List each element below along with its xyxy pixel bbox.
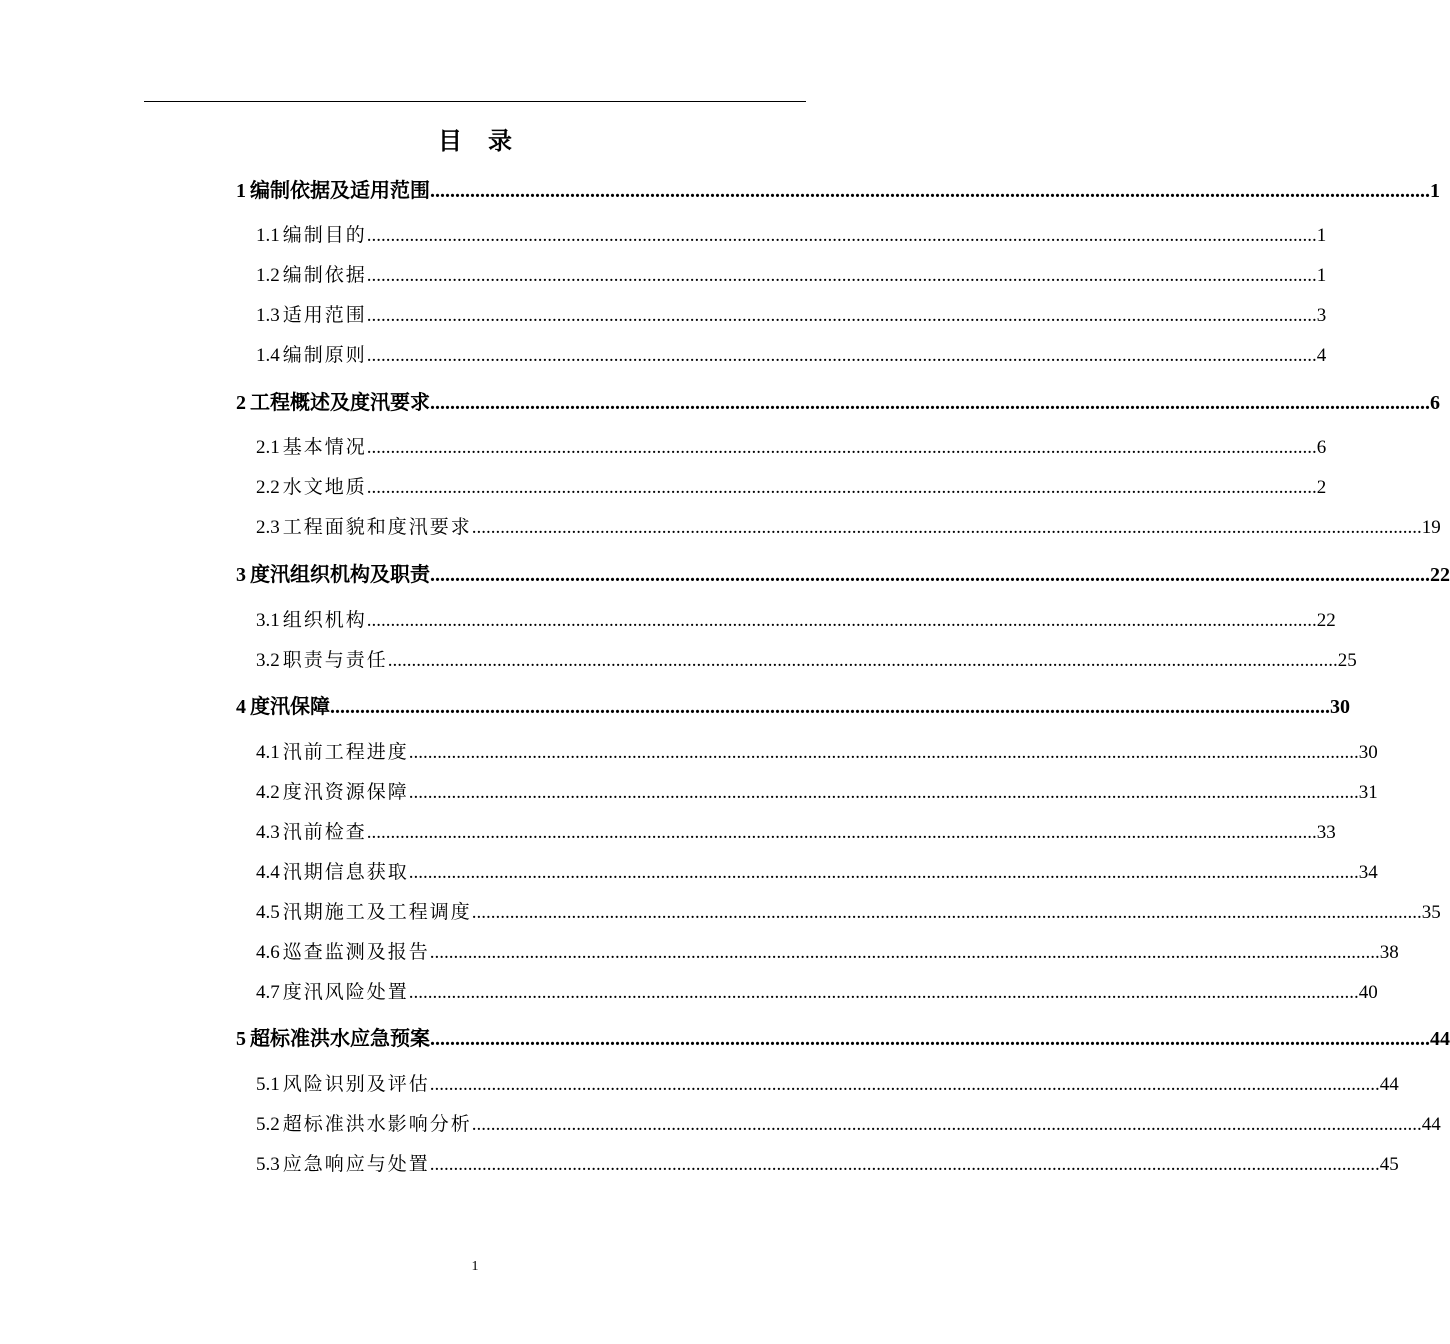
toc-entry[interactable] [256, 860, 1378, 886]
toc-entry-text: 组织机构 [282, 610, 367, 631]
toc-entry-page: 25 [1337, 650, 1357, 671]
toc-entry-number: 3.2 [256, 650, 280, 671]
toc-entry-text: 度汛资源保障 [282, 782, 409, 803]
toc-leader-dots: ........................................................................................................................................................................................................ [471, 902, 1422, 923]
toc-entry-page: 40 [1358, 982, 1378, 1003]
toc-entry-number: 1.4 [256, 345, 280, 366]
toc-entry[interactable] [256, 980, 1378, 1006]
toc-leader-dots: ........................................................................................................................................................................................................ [471, 517, 1422, 538]
toc-entry-number: 2.1 [256, 437, 280, 458]
toc-leader-dots: ........................................................................................................................................................................................................ [430, 1028, 1430, 1050]
toc-entry-text: 巡查监测及报告 [282, 942, 430, 963]
toc-entry-text: 职责与责任 [282, 650, 388, 671]
toc-entry-page: 38 [1379, 942, 1399, 963]
toc-entry[interactable] [256, 780, 1378, 806]
toc-entry-number: 5 [236, 1028, 246, 1050]
toc-entry-number: 1.3 [256, 305, 280, 326]
toc-entry[interactable] [256, 1152, 1399, 1178]
toc-entry-page: 31 [1358, 782, 1378, 803]
toc-leader-dots: ........................................................................................................................................................................................................ [471, 1114, 1422, 1135]
toc-entry-page: 44 [1379, 1074, 1399, 1095]
toc-entry-page: 22 [1316, 610, 1336, 631]
toc-entry-text: 应急响应与处置 [282, 1154, 430, 1175]
toc-entry-text: 编制原则 [282, 345, 367, 366]
toc-leader-dots: ........................................................................................................................................................................................................ [366, 477, 1317, 498]
toc-leader-dots: ........................................................................................................................................................................................................ [430, 180, 1430, 202]
toc-entry-page: 1 [1316, 265, 1327, 286]
toc-entry-text: 基本情况 [282, 437, 367, 458]
toc-entry-number: 3 [236, 564, 246, 586]
toc-leader-dots: ........................................................................................................................................................................................................ [408, 782, 1359, 803]
toc-entry[interactable] [236, 1026, 1450, 1052]
toc-leader-dots: ........................................................................................................................................................................................................ [387, 650, 1338, 671]
toc-entry-page: 4 [1316, 345, 1327, 366]
toc-entry-number: 1.2 [256, 265, 280, 286]
toc-entry[interactable] [256, 1072, 1399, 1098]
toc-entry-number: 4.6 [256, 942, 280, 963]
toc-entry[interactable] [256, 940, 1399, 966]
toc-entry-page: 30 [1330, 696, 1350, 718]
toc-entry-page: 33 [1316, 822, 1336, 843]
toc-entry-page: 45 [1379, 1154, 1399, 1175]
toc-entry-number: 2.3 [256, 517, 280, 538]
toc-entry[interactable] [256, 343, 1327, 369]
toc-entry-number: 4.5 [256, 902, 280, 923]
toc-entry[interactable] [236, 178, 1440, 204]
toc-entry-number: 1 [236, 180, 246, 202]
toc-entry-page: 44 [1430, 1028, 1450, 1050]
toc-entry-text: 工程面貌和度汛要求 [282, 517, 472, 538]
toc-entry-page: 1 [1430, 180, 1440, 202]
toc-entry-text: 风险识别及评估 [282, 1074, 430, 1095]
toc-entry-text: 超标准洪水应急预案 [250, 1028, 430, 1050]
toc-entry[interactable] [256, 608, 1336, 634]
toc-entry-page: 2 [1316, 477, 1327, 498]
toc-entry-number: 4.4 [256, 862, 280, 883]
toc-entry-page: 1 [1316, 225, 1327, 246]
toc-leader-dots: ........................................................................................................................................................................................................ [330, 696, 1330, 718]
toc-entry[interactable] [256, 900, 1441, 926]
toc-entry-text: 编制依据及适用范围 [250, 180, 430, 202]
toc-entry-page: 34 [1358, 862, 1378, 883]
toc-entry-page: 6 [1430, 392, 1440, 414]
toc-entry-text: 度汛组织机构及职责 [250, 564, 430, 586]
toc-entry[interactable] [256, 223, 1327, 249]
toc-entry-page: 22 [1430, 564, 1450, 586]
toc-entry-text: 汛前工程进度 [282, 742, 409, 763]
toc-leader-dots: ........................................................................................................................................................................................................ [408, 742, 1359, 763]
toc-entry-number: 5.1 [256, 1074, 280, 1095]
toc-leader-dots: ........................................................................................................................................................................................................ [408, 862, 1359, 883]
toc-leader-dots: ........................................................................................................................................................................................................ [429, 1074, 1380, 1095]
toc-entry-text: 度汛保障 [250, 696, 330, 718]
toc-entry-number: 5.2 [256, 1114, 280, 1135]
toc-leader-dots: ........................................................................................................................................................................................................ [430, 564, 1430, 586]
toc-entry-page: 6 [1316, 437, 1327, 458]
toc-leader-dots: ........................................................................................................................................................................................................ [366, 437, 1317, 458]
toc-entry[interactable] [256, 1112, 1441, 1138]
toc-entry-page: 30 [1358, 742, 1378, 763]
toc-title: 目录 [438, 129, 538, 155]
toc-entry[interactable] [236, 694, 1350, 720]
toc-entry-text: 工程概述及度汛要求 [250, 392, 430, 414]
toc-entry-number: 2 [236, 392, 246, 414]
toc-leader-dots: ........................................................................................................................................................................................................ [366, 822, 1317, 843]
toc-entry-number: 5.3 [256, 1154, 280, 1175]
toc-leader-dots: ........................................................................................................................................................................................................ [366, 345, 1317, 366]
toc-entry-text: 超标准洪水影响分析 [282, 1114, 472, 1135]
toc-entry[interactable] [256, 820, 1336, 846]
toc-entry-text: 编制目的 [282, 225, 367, 246]
toc-entry-page: 44 [1421, 1114, 1441, 1135]
toc-leader-dots: ........................................................................................................................................................................................................ [366, 265, 1317, 286]
toc-entry-number: 2.2 [256, 477, 280, 498]
toc-entry-text: 汛期信息获取 [282, 862, 409, 883]
toc-leader-dots: ........................................................................................................................................................................................................ [429, 1154, 1380, 1175]
toc-entry[interactable] [256, 475, 1327, 501]
toc-entry[interactable] [256, 515, 1441, 541]
page-number: 1 [471, 1259, 479, 1274]
toc-leader-dots: ........................................................................................................................................................................................................ [366, 305, 1317, 326]
toc-leader-dots: ........................................................................................................................................................................................................ [430, 392, 1430, 414]
toc-entry-text: 水文地质 [282, 477, 367, 498]
toc-leader-dots: ........................................................................................................................................................................................................ [408, 982, 1359, 1003]
toc-entry-number: 3.1 [256, 610, 280, 631]
toc-entry[interactable] [236, 562, 1450, 588]
toc-entry-text: 度汛风险处置 [282, 982, 409, 1003]
toc-entry-number: 1.1 [256, 225, 280, 246]
toc-entry[interactable] [256, 648, 1357, 674]
toc-entry[interactable] [256, 740, 1378, 766]
toc-entry-text: 汛期施工及工程调度 [282, 902, 472, 923]
toc-entry[interactable] [256, 435, 1327, 461]
toc-leader-dots: ........................................................................................................................................................................................................ [366, 610, 1317, 631]
toc-leader-dots: ........................................................................................................................................................................................................ [429, 942, 1380, 963]
toc-entry-text: 适用范围 [282, 305, 367, 326]
toc-entry[interactable] [256, 263, 1327, 289]
toc-entry-page: 19 [1421, 517, 1441, 538]
toc-entry-text: 编制依据 [282, 265, 367, 286]
toc-entry-number: 4.2 [256, 782, 280, 803]
toc-entry-number: 4 [236, 696, 246, 718]
toc-entry-number: 4.1 [256, 742, 280, 763]
toc-entry-page: 35 [1421, 902, 1441, 923]
toc-entry-number: 4.3 [256, 822, 280, 843]
toc-entry-number: 4.7 [256, 982, 280, 1003]
toc-entry-text: 汛前检查 [282, 822, 367, 843]
toc-entry-page: 3 [1316, 305, 1327, 326]
toc-leader-dots: ........................................................................................................................................................................................................ [366, 225, 1317, 246]
toc-entry[interactable] [256, 303, 1327, 329]
toc-entry[interactable] [236, 390, 1440, 416]
